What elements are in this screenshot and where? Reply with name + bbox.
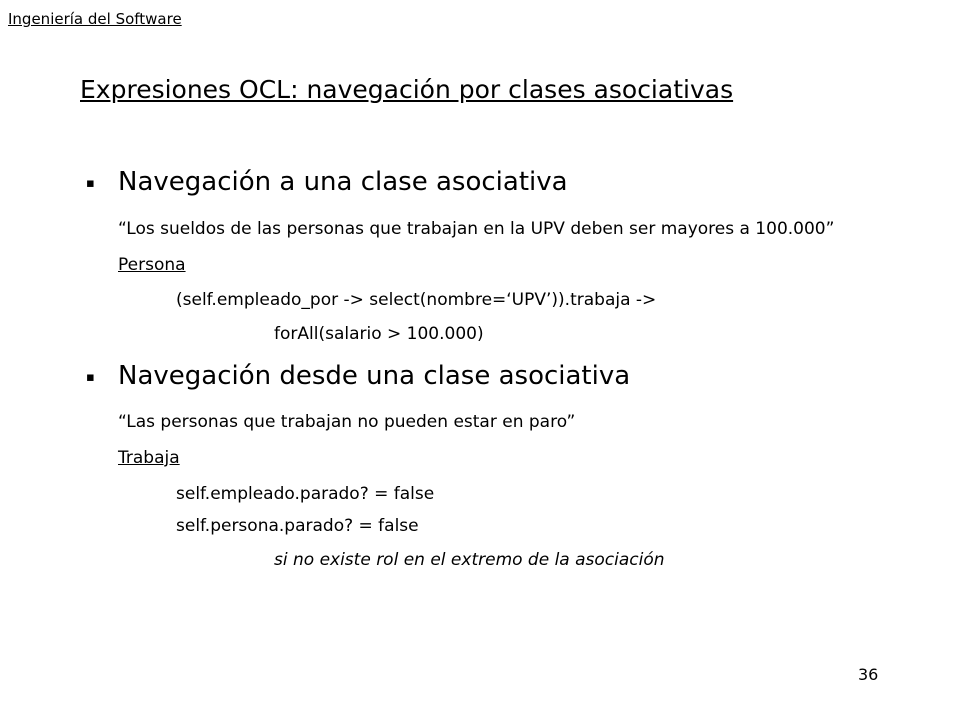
- bullet-marker: ▪: [86, 176, 95, 191]
- ocl-note: si no existe rol en el extremo de la asociación: [274, 550, 665, 570]
- section-quote: “Los sueldos de las personas que trabajan en la UPV deben ser mayores a 100.000”: [118, 219, 835, 239]
- ocl-expression-line: (self.empleado_por -> select(nombre=‘UPV’)).trabaja ->: [176, 290, 657, 310]
- page-number: 36: [858, 665, 879, 684]
- ocl-expression-line: forAll(salario > 100.000): [274, 324, 484, 344]
- ocl-context: Trabaja: [118, 448, 180, 468]
- ocl-expression-line: self.persona.parado? = false: [176, 516, 419, 536]
- course-header: Ingeniería del Software: [8, 10, 182, 28]
- bullet-marker: ▪: [86, 370, 95, 385]
- section-heading: Navegación a una clase asociativa: [118, 167, 568, 197]
- section-quote: “Las personas que trabajan no pueden estar en paro”: [118, 412, 576, 432]
- section-heading: Navegación desde una clase asociativa: [118, 361, 631, 391]
- ocl-context: Persona: [118, 255, 186, 275]
- ocl-expression-line: self.empleado.parado? = false: [176, 484, 435, 504]
- slide-title: Expresiones OCL: navegación por clases asociativas: [80, 75, 734, 104]
